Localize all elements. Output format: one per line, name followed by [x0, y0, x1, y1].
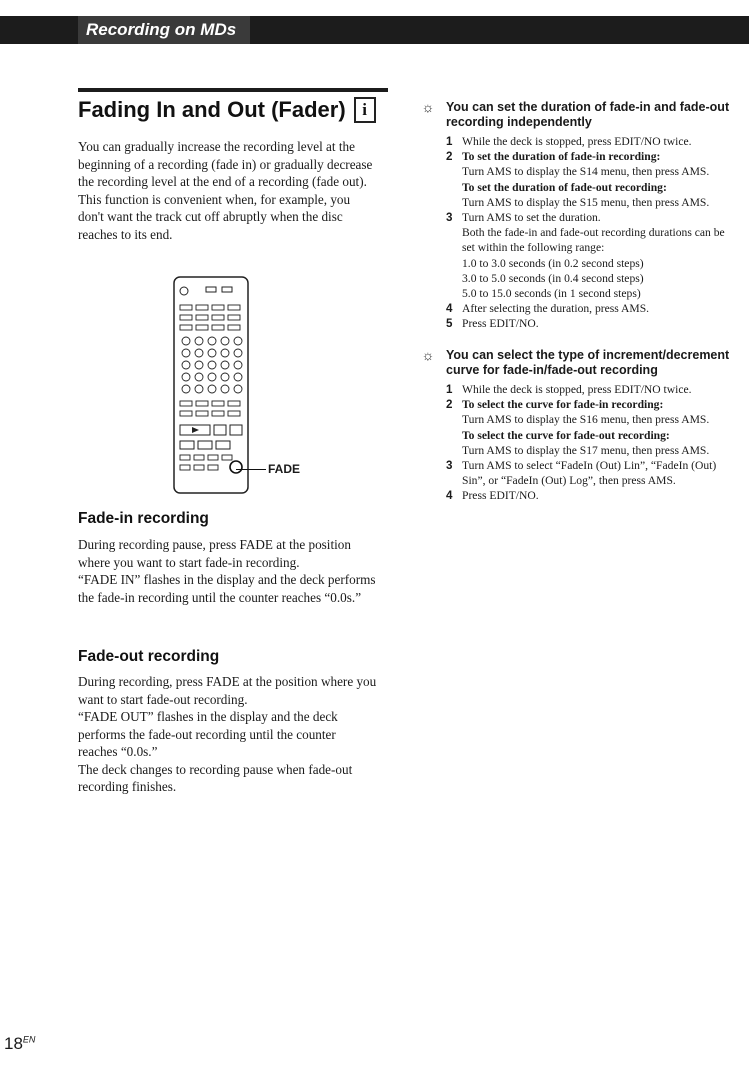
fade-in-paragraph: “FADE IN” flashes in the display and the deck performs the fade-in recording until the counter reaches “0.0s.” [78, 572, 376, 605]
step-line: Turn AMS to display the S17 menu, then press AMS. [462, 443, 710, 457]
tip-steps [420, 382, 740, 504]
fade-out-body [78, 673, 378, 796]
step-text [462, 316, 740, 331]
step-number: 2 [446, 398, 453, 412]
step-line: Both the fade-in and fade-out recording durations can be set within the following range: [462, 226, 725, 255]
step-text [462, 134, 740, 149]
step-item [420, 458, 740, 488]
step-number: 4 [446, 489, 453, 503]
step-item [420, 382, 740, 397]
step-item [420, 316, 740, 331]
step-line: Turn AMS to select “FadeIn (Out) Lin”, “FadeIn (Out) Sin”, or “FadeIn (Out) Log”, then press AMS. [462, 459, 717, 488]
step-line: While the deck is stopped, press EDIT/NO twice. [462, 383, 692, 396]
step-line: While the deck is stopped, press EDIT/NO twice. [462, 135, 692, 148]
step-number: 1 [446, 383, 453, 396]
info-icon: i [354, 97, 376, 123]
step-number: 4 [446, 302, 453, 316]
fade-callout-label: FADE [268, 462, 301, 476]
step-subhead: To select the curve for fade-out recording: [462, 428, 670, 442]
step-line: Turn AMS to set the duration. [462, 211, 601, 225]
step-text [462, 382, 740, 397]
step-line: Turn AMS to display the S15 menu, then press AMS. [462, 195, 710, 209]
fade-out-heading: Fade-out recording [78, 648, 220, 665]
page-number-value: 18 [4, 1034, 23, 1053]
step-line: 5.0 to 15.0 seconds (in 1 second steps) [462, 287, 641, 301]
section-title-text: Fading In and Out (Fader) [78, 97, 346, 122]
title-rule [78, 88, 388, 92]
step-line: 3.0 to 5.0 seconds (in 0.4 second steps) [462, 271, 644, 285]
step-number: 3 [446, 459, 453, 473]
section-title [78, 97, 376, 123]
fade-callout-line [236, 469, 266, 470]
step-line: After selecting the duration, press AMS. [462, 302, 650, 316]
page-number [4, 1034, 35, 1054]
step-item [420, 488, 740, 503]
fade-in-body [78, 536, 378, 606]
step-item [420, 134, 740, 149]
step-item [420, 301, 740, 316]
fade-in-heading: Fade-in recording [78, 510, 209, 527]
step-text [462, 149, 740, 210]
step-number: 3 [446, 211, 453, 225]
step-subhead: To set the duration of fade-in recording: [462, 150, 661, 164]
step-line: 1.0 to 3.0 seconds (in 0.2 second steps) [462, 256, 644, 270]
fade-in-paragraph: During recording pause, press FADE at the position where you want to start fade-in recording. [78, 537, 351, 570]
fade-out-paragraph: “FADE OUT” flashes in the display and the deck performs the fade-out recording until the counter reaches “0.0s.” [78, 709, 338, 759]
remote-control-illustration [172, 275, 250, 495]
step-number: 5 [446, 317, 453, 331]
tip-heading [420, 100, 740, 130]
intro-paragraph: This function is convenient when, for example, you don't want the track cut off abruptly when the disc reaches to its end. [78, 191, 351, 242]
step-line: Turn AMS to display the S14 menu, then press AMS. [462, 165, 710, 179]
tip-bulb-icon: ☼ [421, 99, 435, 115]
tip-heading [420, 348, 740, 378]
step-subhead: To select the curve for fade-in recording: [462, 398, 664, 412]
intro-paragraph: You can gradually increase the recording level at the beginning of a recording (fade in) or gradually decrease the recording level at the end of a recording (fade out). [78, 139, 373, 189]
tip-steps [420, 134, 740, 332]
tip-duration [420, 100, 740, 332]
tip-heading-text: You can select the type of increment/decrement curve for fade-in/fade-out recording [446, 348, 730, 377]
step-number: 2 [446, 150, 453, 164]
header-title: Recording on MDs [78, 16, 250, 44]
step-item [420, 397, 740, 458]
page-number-suffix: EN [22, 1034, 36, 1045]
step-item [420, 210, 740, 301]
step-number: 1 [446, 135, 453, 148]
step-text [462, 301, 740, 316]
step-subhead: To set the duration of fade-out recording: [462, 180, 667, 194]
fade-out-paragraph: The deck changes to recording pause when fade-out recording finishes. [78, 761, 353, 794]
step-text [462, 488, 740, 503]
step-line: Turn AMS to display the S16 menu, then press AMS. [462, 413, 710, 427]
tip-curve [420, 348, 740, 504]
intro-text [78, 138, 378, 243]
tip-heading-text: You can set the duration of fade-in and fade-out recording independently [446, 100, 730, 129]
step-text [462, 210, 740, 301]
header-band [0, 16, 749, 44]
step-line: Press EDIT/NO. [462, 317, 539, 331]
step-text [462, 397, 740, 458]
step-text [462, 458, 740, 488]
step-item [420, 149, 740, 210]
fade-out-paragraph: During recording, press FADE at the position where you want to start fade-out recording. [78, 674, 377, 707]
tip-bulb-icon: ☼ [421, 347, 435, 363]
step-line: Press EDIT/NO. [462, 489, 539, 503]
